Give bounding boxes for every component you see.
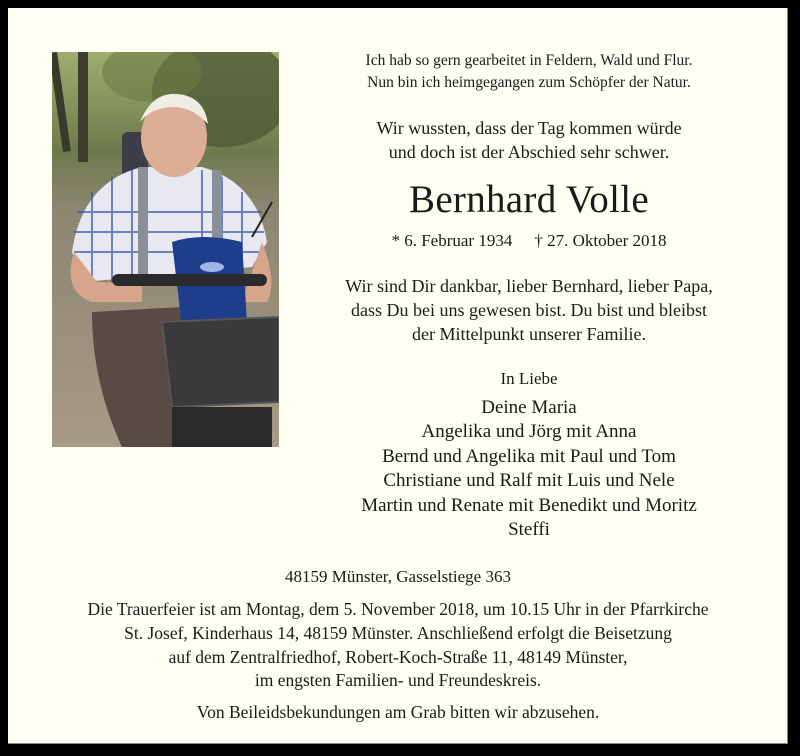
birth-date: * 6. Februar 1934 — [391, 231, 513, 250]
family-member: Bernd und Angelika mit Paul und Tom — [382, 446, 676, 467]
funeral-info-line: Die Trauerfeier ist am Montag, dem 5. November 2018, um 10.15 Uhr in der Pfarrkirche — [87, 599, 709, 619]
thanks-line: Wir sind Dir dankbar, lieber Bernhard, lieber Papa, — [345, 276, 713, 296]
funeral-info-line: auf dem Zentralfriedhof, Robert-Koch-Straße 11, 48149 Münster, — [168, 647, 628, 667]
verse-line: Nun bin ich heimgegangen zum Schöpfer der Natur. — [367, 74, 691, 91]
life-dates — [300, 230, 758, 252]
family-member: Christiane und Ralf mit Luis und Nele — [383, 470, 675, 491]
obituary-card — [8, 8, 788, 744]
family-member: Steffi — [508, 519, 550, 540]
death-date: † 27. Oktober 2018 — [534, 231, 667, 250]
family-member: Deine Maria — [481, 397, 577, 418]
verse-line: und doch ist der Abschied sehr schwer. — [388, 142, 670, 162]
text-column — [300, 8, 758, 568]
portrait-image — [52, 52, 279, 447]
deceased-name: Bernhard Volle — [409, 178, 649, 221]
thanks-line: dass Du bei uns gewesen bist. Du bist und bleibst — [351, 300, 707, 320]
condolence-note: Von Beileidsbekundungen am Grab bitten wir abzusehen. — [196, 702, 600, 722]
family-member: Martin und Renate mit Benedikt und Moritz — [361, 495, 697, 516]
verse-line: Wir wussten, dass der Tag kommen würde — [376, 118, 682, 138]
in-love-label: In Liebe — [500, 369, 558, 388]
funeral-info-line: im engsten Familien- und Freundeskreis. — [254, 670, 542, 690]
address: 48159 Münster, Gasselstiege 363 — [285, 567, 511, 586]
family-member: Angelika und Jörg mit Anna — [421, 421, 637, 442]
funeral-info-line: St. Josef, Kinderhaus 14, 48159 Münster. Anschließend erfolgt die Beisetzung — [124, 623, 672, 643]
thanks-line: der Mittelpunkt unserer Familie. — [412, 324, 646, 344]
portrait-photo — [52, 52, 279, 447]
verse-line: Ich hab so gern gearbeitet in Feldern, Wald und Flur. — [365, 52, 693, 69]
